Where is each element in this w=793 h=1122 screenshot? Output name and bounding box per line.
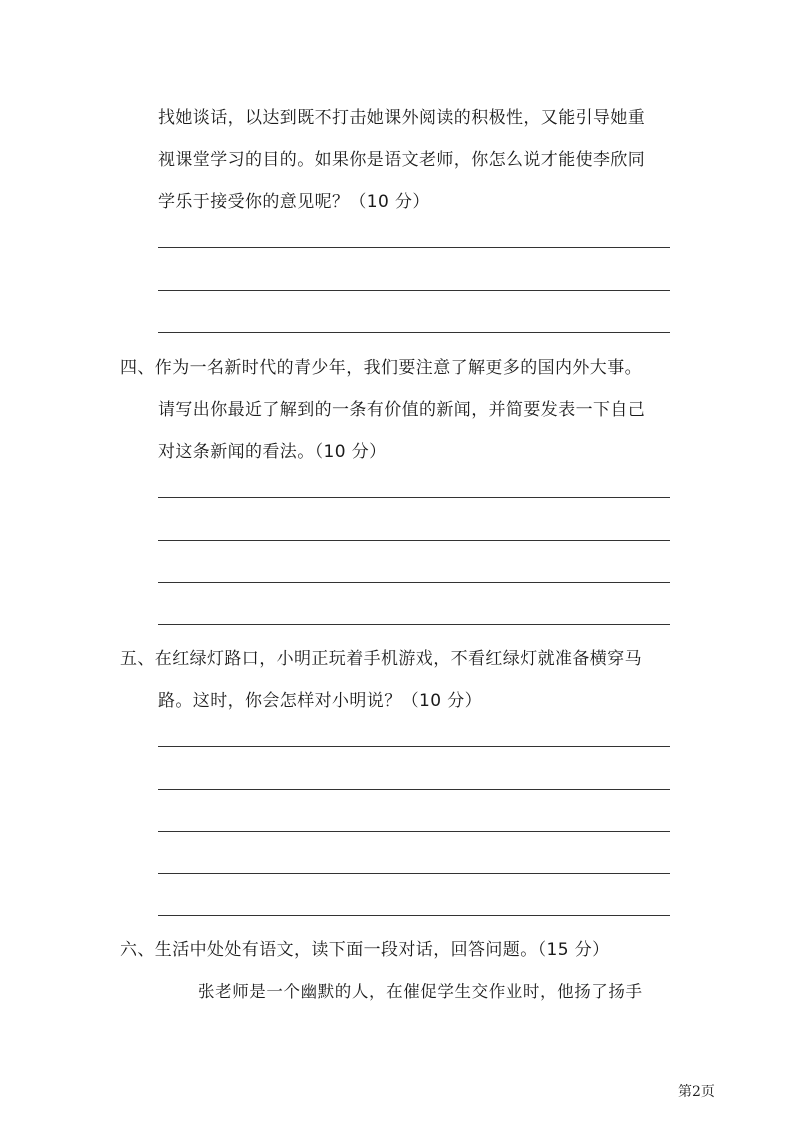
- answer-line[interactable]: [158, 831, 670, 832]
- answer-line[interactable]: [158, 915, 670, 916]
- question-3-line-3: 学乐于接受你的意见呢？（10 分）: [158, 192, 430, 212]
- page-number: 第2页: [678, 1084, 715, 1100]
- answer-line[interactable]: [158, 582, 670, 583]
- answer-line[interactable]: [158, 873, 670, 874]
- question-4-line-1: 四、作为一名新时代的青少年，我们要注意了解更多的国内外大事。: [120, 358, 642, 378]
- question-5-line-1: 五、在红绿灯路口，小明正玩着手机游戏，不看红绿灯就准备横穿马: [120, 649, 642, 669]
- question-4-line-3: 对这条新闻的看法。（10 分）: [158, 442, 387, 462]
- answer-line[interactable]: [158, 624, 670, 625]
- answer-line[interactable]: [158, 540, 670, 541]
- question-4-line-2: 请写出你最近了解到的一条有价值的新闻，并简要发表一下自己: [158, 400, 646, 420]
- answer-line[interactable]: [158, 789, 670, 790]
- question-5-line-2: 路。这时，你会怎样对小明说？（10 分）: [158, 691, 483, 711]
- question-3-line-1: 找她谈话，以达到既不打击她课外阅读的积极性，又能引导她重: [158, 108, 646, 128]
- question-6-passage: 张老师是一个幽默的人，在催促学生交作业时，他扬了扬手: [198, 982, 643, 1001]
- answer-line[interactable]: [158, 497, 670, 498]
- answer-line[interactable]: [158, 247, 670, 248]
- answer-line[interactable]: [158, 332, 670, 333]
- question-3-line-2: 视课堂学习的目的。如果你是语文老师，你怎么说才能使李欣同: [158, 150, 646, 170]
- question-6-heading: 六、生活中处处有语文，读下面一段对话，回答问题。（15 分）: [120, 940, 610, 960]
- answer-line[interactable]: [158, 746, 670, 747]
- answer-line[interactable]: [158, 290, 670, 291]
